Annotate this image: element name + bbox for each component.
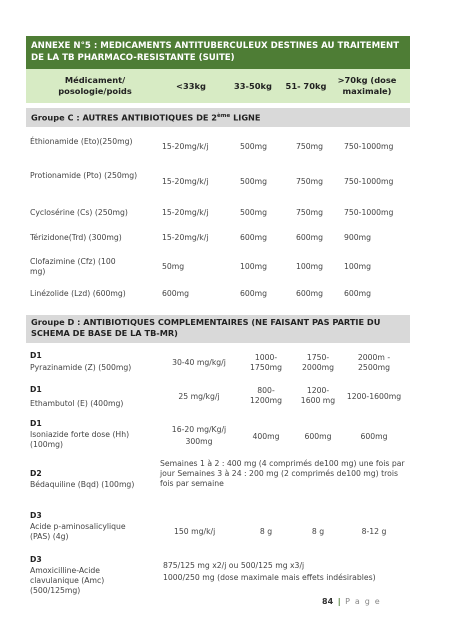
dosage-schedule: Semaines 1 à 2 : 400 mg (4 comprimés de100 mg) une fois par jour Semaines 3 à 24 : 200 mg (2 comprimés de100 mg) trois fois par semaine [160, 458, 405, 488]
column-header-under-33kg: <33kg [176, 81, 206, 91]
dosage-note: 1000/250 mg (dose maximale mais effets indésirables) [163, 572, 376, 582]
annex-table [26, 36, 410, 593]
drug-name: Bédaquiline (Bqd) (100mg) [30, 479, 135, 489]
drug-group-code: D1 [30, 418, 42, 428]
dose-33-50kg: 500mg [240, 141, 268, 151]
dose-over-70kg: 750-1000mg [344, 207, 394, 217]
dose-over-70kg: 600mg [360, 431, 388, 441]
dose-over-70kg: 2000m - 2500mg [357, 352, 391, 372]
table-row [26, 249, 410, 283]
dose-51-70kg: 750mg [296, 141, 324, 151]
table-row [26, 283, 410, 307]
drug-name: Éthionamide (Eto)(250mg) [30, 136, 133, 146]
dose-51-70kg: 1200- 1600 mg [300, 385, 336, 405]
dose-51-70kg: 100mg [296, 261, 324, 271]
page-label: P a g e [345, 597, 381, 606]
page-number: 84 [322, 597, 334, 606]
table-row [26, 347, 410, 383]
column-header-51-70kg: 51- 70kg [285, 81, 327, 91]
dose-over-70kg: 750-1000mg [344, 141, 394, 151]
dose-over-70kg: 750-1000mg [344, 176, 394, 186]
footer-separator: | [337, 597, 341, 606]
drug-name: Isoniazide forte dose (Hh) (100mg) [30, 429, 130, 449]
dose-over-70kg: 900mg [344, 232, 372, 242]
dose-under-33kg: 150 mg/k/j [174, 526, 216, 536]
column-header-drug: Médicament/ posologie/poids [58, 75, 132, 96]
dose-under-33kg: 50mg [162, 261, 185, 271]
dose-over-70kg: 1200-1600mg [346, 391, 402, 401]
column-header-row [26, 69, 410, 103]
group-c-heading: Groupe C : AUTRES ANTIBIOTIQUES DE 2ème LIGNE [26, 108, 410, 127]
table-row [26, 417, 410, 457]
group-d-heading: Groupe D : ANTIBIOTIQUES COMPLEMENTAIRES (NE FAISANT PAS PARTIE DU SCHEMA DE BASE DE LA TB-MR) [26, 315, 410, 343]
dose-33-50kg: 100mg [240, 261, 268, 271]
table-row [26, 509, 410, 549]
table-row [26, 133, 410, 167]
drug-group-code: D1 [30, 384, 42, 394]
column-header-over-70kg: >70kg (dose maximale) [337, 75, 397, 96]
dose-under-33kg: 15-20mg/k/j [162, 176, 209, 186]
drug-group-code: D1 [30, 350, 42, 360]
dose-51-70kg: 1750- 2000mg [302, 352, 334, 372]
dose-33-50kg: 8 g [259, 526, 273, 536]
dose-under-33kg: 15-20mg/k/j [162, 207, 209, 217]
table-row [26, 167, 410, 201]
dose-51-70kg: 600mg [304, 431, 332, 441]
dose-51-70kg: 600mg [296, 232, 324, 242]
dose-over-70kg: 8-12 g [361, 526, 387, 536]
dose-33-50kg: 600mg [240, 232, 268, 242]
table-row [26, 383, 410, 417]
dose-51-70kg: 8 g [311, 526, 325, 536]
dose-51-70kg: 600mg [296, 288, 324, 298]
drug-name: Linézolide (Lzd) (600mg) [30, 288, 126, 298]
dose-33-50kg: 800- 1200mg [250, 385, 282, 405]
drug-name: Protionamide (Pto) (250mg) [30, 170, 138, 180]
drug-group-code: D3 [30, 510, 42, 520]
drug-name: Ethambutol (E) (400mg) [30, 398, 124, 408]
dose-under-33kg: 30-40 mg/kg/j [172, 357, 226, 367]
table-row [26, 457, 410, 509]
table-row [26, 549, 410, 593]
drug-name: Pyrazinamide (Z) (500mg) [30, 362, 132, 372]
dose-33-50kg: 500mg [240, 176, 268, 186]
dose-under-33kg: 15-20mg/k/j [162, 232, 209, 242]
dose-over-70kg: 100mg [344, 261, 372, 271]
dose-under-33kg: 600mg [162, 288, 190, 298]
column-header-33-50kg: 33-50kg [234, 81, 272, 91]
table-row [26, 201, 410, 225]
dose-33-50kg: 500mg [240, 207, 268, 217]
dose-under-33kg: 25 mg/kg/j [178, 391, 220, 401]
drug-name: Térizidone(Trd) (300mg) [30, 232, 122, 242]
table-row [26, 225, 410, 249]
dose-51-70kg: 750mg [296, 176, 324, 186]
drug-name: Amoxicilline-Acide clavulanique (Amc) (500/125mg) [30, 565, 105, 595]
annex-title: ANNEXE N°5 : MEDICAMENTS ANTITUBERCULEUX DESTINES AU TRAITEMENT DE LA TB PHARMACO-RESISTANTE (SUITE) [26, 36, 410, 69]
dose-33-50kg: 400mg [252, 431, 280, 441]
dose-51-70kg: 750mg [296, 207, 324, 217]
drug-name: Clofazimine (Cfz) (100 mg) [30, 256, 116, 276]
dose-33-50kg: 1000- 1750mg [250, 352, 282, 372]
dose-over-70kg: 600mg [344, 288, 372, 298]
dosage-schedule: 875/125 mg x2/j ou 500/125 mg x3/j [163, 560, 305, 570]
page-footer [322, 597, 381, 606]
drug-group-code: D2 [30, 468, 42, 478]
drug-name: Cyclosérine (Cs) (250mg) [30, 207, 128, 217]
dose-33-50kg: 600mg [240, 288, 268, 298]
drug-name: Acide p-aminosalicylique (PAS) (4g) [30, 521, 126, 541]
dose-under-33kg: 16-20 mg/Kg/j 300mg [171, 424, 227, 446]
dose-under-33kg: 15-20mg/k/j [162, 141, 209, 151]
drug-group-code: D3 [30, 554, 42, 564]
